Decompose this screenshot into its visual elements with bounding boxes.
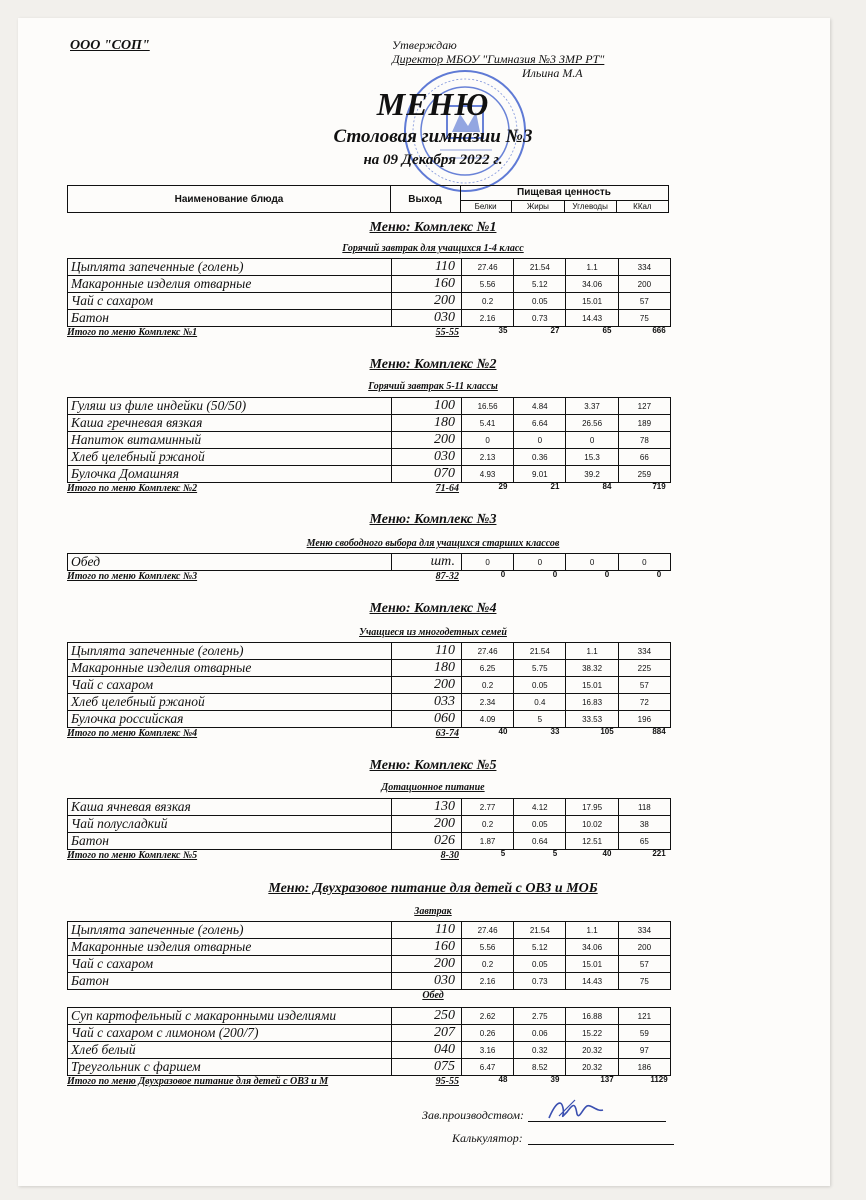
fat-value: 0.64 (514, 833, 566, 850)
total-output: 87-32 (435, 571, 459, 582)
dish-name: Каша ячневая вязкая (68, 799, 392, 816)
carbs-value: 20.32 (566, 1042, 618, 1059)
dish-name: Напиток витаминный (68, 432, 392, 449)
kcal-value: 75 (618, 310, 670, 327)
protein-value: 0.2 (461, 677, 513, 694)
dish-name: Гуляш из филе индейки (50/50) (68, 398, 392, 415)
carbs-value: 14.43 (566, 973, 618, 990)
kcal-value: 57 (618, 293, 670, 310)
fat-value: 8.52 (514, 1059, 566, 1076)
dish-output: 200 (391, 956, 461, 973)
dish-name: Цыплята запеченные (голень) (68, 259, 392, 276)
kcal-value: 121 (618, 1008, 670, 1025)
dish-name: Цыплята запеченные (голень) (68, 922, 392, 939)
fat-value: 21.54 (514, 259, 566, 276)
carbs-value: 10.02 (566, 816, 618, 833)
approval-line-3: Ильина М.А (522, 66, 583, 80)
kcal-value: 200 (618, 276, 670, 293)
dish-name: Батон (68, 833, 392, 850)
fat-value: 2.75 (514, 1008, 566, 1025)
page-subtitle: Столовая гимназии №3 (333, 126, 533, 147)
section-title-complex-5: Меню: Комплекс №5 (369, 758, 497, 773)
protein-value: 16.56 (461, 398, 513, 415)
carbs-value: 15.01 (566, 293, 618, 310)
dish-output: 030 (391, 973, 461, 990)
dish-name: Хлеб целебный ржаной (68, 449, 392, 466)
carbs-value: 15.22 (566, 1025, 618, 1042)
dish-output: 100 (391, 398, 461, 415)
protein-value: 5.41 (461, 415, 513, 432)
kcal-value: 97 (618, 1042, 670, 1059)
carbs-value: 38.32 (566, 660, 618, 677)
carbs-value: 34.06 (566, 939, 618, 956)
section-title-complex-2: Меню: Комплекс №2 (369, 357, 497, 372)
dish-output: 110 (391, 922, 461, 939)
carbs-value: 15.3 (566, 449, 618, 466)
protein-value: 0.2 (461, 956, 513, 973)
dish-output: 180 (391, 415, 461, 432)
dish-output: 200 (391, 432, 461, 449)
kcal-value: 186 (618, 1059, 670, 1076)
protein-value: 6.25 (461, 660, 513, 677)
kcal-value: 59 (618, 1025, 670, 1042)
total-output: 8-30 (440, 850, 459, 861)
section-title-complex-1: Меню: Комплекс №1 (369, 220, 497, 235)
total-carbs: 84 (602, 482, 612, 491)
kcal-value: 57 (618, 677, 670, 694)
section-sub-breakfast: Завтрак (414, 906, 452, 917)
fat-value: 0.73 (514, 310, 566, 327)
table-row (68, 643, 671, 660)
dish-name: Макаронные изделия отварные (68, 939, 392, 956)
protein-value: 2.62 (461, 1008, 513, 1025)
total-output: 55-55 (435, 327, 459, 338)
total-kcal: 666 (652, 326, 666, 335)
table-row (68, 259, 671, 276)
header-dish-name: Наименование блюда (68, 186, 391, 212)
total-label: Итого по меню Двухразовое питание для детей с ОВЗ и М (67, 1076, 329, 1087)
table-breakfast (67, 921, 671, 990)
carbs-value: 16.88 (566, 1008, 618, 1025)
protein-value: 5.56 (461, 939, 513, 956)
table-row (68, 1059, 671, 1076)
table-row (68, 677, 671, 694)
total-kcal: 719 (652, 482, 666, 491)
dish-output: 160 (391, 276, 461, 293)
table-row (68, 276, 671, 293)
dish-name: Батон (68, 973, 392, 990)
total-carbs: 40 (602, 849, 612, 858)
carbs-value: 1.1 (566, 643, 618, 660)
table-row (68, 833, 671, 850)
calculator-label: Калькулятор: (452, 1131, 523, 1145)
kcal-value: 334 (618, 643, 670, 660)
kcal-value: 225 (618, 660, 670, 677)
kcal-value: 334 (618, 922, 670, 939)
production-manager-label: Зав.производством: (422, 1108, 525, 1122)
protein-value: 2.77 (461, 799, 513, 816)
carbs-value: 1.1 (566, 259, 618, 276)
protein-value: 1.87 (461, 833, 513, 850)
section-sub-lunch: Обед (422, 990, 444, 1001)
dish-output: 110 (391, 259, 461, 276)
dish-name: Треугольник с фаршем (68, 1059, 392, 1076)
total-carbs: 0 (604, 570, 610, 579)
table-complex-3 (67, 553, 671, 571)
dish-output: 130 (391, 799, 461, 816)
total-kcal: 884 (652, 727, 666, 736)
fat-value: 0.36 (514, 449, 566, 466)
kcal-value: 75 (618, 973, 670, 990)
total-carbs: 137 (600, 1075, 614, 1084)
approval-line-1: Утверждаю (392, 38, 457, 52)
protein-value: 6.47 (461, 1059, 513, 1076)
total-protein: 35 (498, 326, 508, 335)
kcal-value: 118 (618, 799, 670, 816)
menu-date: на 09 Декабря 2022 г. (363, 152, 503, 168)
table-row (68, 293, 671, 310)
section-sub-complex-2: Горячий завтрак 5-11 классы (368, 381, 498, 392)
dish-output: 070 (391, 466, 461, 483)
dish-output: 200 (391, 816, 461, 833)
carbs-value: 15.01 (566, 677, 618, 694)
table-row (68, 415, 671, 432)
header-output: Выход (390, 186, 461, 212)
table-row (68, 449, 671, 466)
protein-value: 27.46 (461, 259, 513, 276)
organization-name: ООО "СОП" (70, 38, 150, 53)
header-carbs: Углеводы (565, 201, 617, 212)
total-protein: 40 (498, 727, 508, 736)
protein-value: 27.46 (461, 643, 513, 660)
table-row (68, 799, 671, 816)
fat-value: 6.64 (514, 415, 566, 432)
total-label: Итого по меню Комплекс №2 (67, 483, 198, 494)
carbs-value: 17.95 (566, 799, 618, 816)
kcal-value: 200 (618, 939, 670, 956)
protein-value: 0 (461, 554, 513, 571)
section-title-complex-3: Меню: Комплекс №3 (369, 512, 497, 527)
carbs-value: 12.51 (566, 833, 618, 850)
kcal-value: 65 (618, 833, 670, 850)
total-complex-4 (67, 728, 671, 741)
total-label: Итого по меню Комплекс №4 (67, 728, 198, 739)
kcal-value: 38 (618, 816, 670, 833)
header-nutrition-columns (460, 201, 668, 212)
table-row (68, 1008, 671, 1025)
fat-value: 0.05 (514, 293, 566, 310)
total-complex-1 (67, 327, 671, 340)
header-kcal: ККал (633, 202, 652, 211)
calculator-signature-line (528, 1143, 674, 1145)
fat-value: 21.54 (514, 643, 566, 660)
total-label: Итого по меню Комплекс №3 (67, 571, 198, 582)
carbs-value: 15.01 (566, 956, 618, 973)
protein-value: 0.26 (461, 1025, 513, 1042)
kcal-value: 0 (618, 554, 670, 571)
total-label: Итого по меню Комплекс №5 (67, 850, 198, 861)
carbs-value: 39.2 (566, 466, 618, 483)
table-row (68, 711, 671, 728)
section-sub-complex-1: Горячий завтрак для учащихся 1-4 класс (342, 243, 524, 254)
fat-value: 0.05 (514, 677, 566, 694)
dish-name: Хлеб целебный ржаной (68, 694, 392, 711)
dish-output: 026 (391, 833, 461, 850)
page-title: МЕНЮ (376, 86, 490, 122)
header-fat: Жиры (512, 201, 564, 212)
dish-name: Батон (68, 310, 392, 327)
total-fat: 33 (550, 727, 560, 736)
carbs-value: 3.37 (566, 398, 618, 415)
dish-name: Чай с сахаром (68, 956, 392, 973)
fat-value: 0.73 (514, 973, 566, 990)
section-sub-complex-5: Дотационное питание (381, 782, 485, 793)
dish-output: 030 (391, 310, 461, 327)
dish-output: 160 (391, 939, 461, 956)
total-fat: 5 (552, 849, 558, 858)
protein-value: 0 (461, 432, 513, 449)
fat-value: 5.12 (514, 939, 566, 956)
total-kcal: 0 (656, 570, 662, 579)
table-row (68, 1025, 671, 1042)
fat-value: 21.54 (514, 922, 566, 939)
total-output: 63-74 (435, 728, 459, 739)
dish-output: 030 (391, 449, 461, 466)
total-fat: 0 (552, 570, 558, 579)
protein-value: 2.16 (461, 973, 513, 990)
fat-value: 0.32 (514, 1042, 566, 1059)
fat-value: 0.4 (514, 694, 566, 711)
dish-name: Чай с сахаром (68, 293, 392, 310)
table-row (68, 939, 671, 956)
carbs-value: 1.1 (566, 922, 618, 939)
kcal-value: 66 (618, 449, 670, 466)
total-protein: 0 (500, 570, 506, 579)
dish-name: Каша гречневая вязкая (68, 415, 392, 432)
fat-value: 0.06 (514, 1025, 566, 1042)
protein-value: 4.93 (461, 466, 513, 483)
dish-output: 180 (391, 660, 461, 677)
section-title-complex-4: Меню: Комплекс №4 (369, 601, 497, 616)
carbs-value: 33.53 (566, 711, 618, 728)
kcal-value: 57 (618, 956, 670, 973)
total-label: Итого по меню Комплекс №1 (67, 327, 198, 338)
header-protein: Белки (460, 201, 512, 212)
total-complex-6 (67, 1076, 671, 1089)
carbs-value: 0 (566, 432, 618, 449)
fat-value: 5.75 (514, 660, 566, 677)
kcal-value: 189 (618, 415, 670, 432)
approval-line-2: Директор МБОУ "Гимназия №3 ЗМР РТ" (392, 52, 605, 66)
dish-name: Макаронные изделия отварные (68, 276, 392, 293)
section-sub-complex-3: Меню свободного выбора для учащихся старших классов (306, 538, 560, 549)
total-fat: 21 (550, 482, 560, 491)
handwritten-signature (545, 1094, 605, 1124)
total-protein: 48 (498, 1075, 508, 1084)
table-row (68, 816, 671, 833)
dish-name: Хлеб белый (68, 1042, 392, 1059)
fat-value: 9.01 (514, 466, 566, 483)
protein-value: 0.2 (461, 816, 513, 833)
header-nutrition: Пищевая ценность (460, 186, 668, 201)
dish-name: Булочка Домашняя (68, 466, 392, 483)
total-output: 95-55 (435, 1076, 459, 1087)
dish-output: 040 (391, 1042, 461, 1059)
section-title-complex-6: Меню: Двухразовое питание для детей с ОВЗ и МОБ (268, 881, 598, 896)
dish-name: Цыплята запеченные (голень) (68, 643, 392, 660)
total-protein: 5 (500, 849, 506, 858)
total-complex-2 (67, 483, 671, 496)
fat-value: 4.12 (514, 799, 566, 816)
total-complex-5 (67, 850, 671, 863)
table-complex-1 (67, 258, 671, 327)
carbs-value: 16.83 (566, 694, 618, 711)
dish-output: 033 (391, 694, 461, 711)
table-row (68, 466, 671, 483)
kcal-value: 196 (618, 711, 670, 728)
protein-value: 0.2 (461, 293, 513, 310)
dish-output: 200 (391, 677, 461, 694)
fat-value: 0.05 (514, 816, 566, 833)
total-carbs: 105 (600, 727, 614, 736)
protein-value: 2.34 (461, 694, 513, 711)
total-carbs: 65 (602, 326, 612, 335)
protein-value: 2.13 (461, 449, 513, 466)
total-complex-3 (67, 571, 671, 584)
dish-name: Чай с сахаром с лимоном (200/7) (68, 1025, 392, 1042)
protein-value: 27.46 (461, 922, 513, 939)
kcal-value: 78 (618, 432, 670, 449)
kcal-value: 334 (618, 259, 670, 276)
total-kcal: 1129 (650, 1075, 668, 1084)
protein-value: 2.16 (461, 310, 513, 327)
total-fat: 27 (550, 326, 560, 335)
table-row (68, 432, 671, 449)
section-sub-complex-4: Учащиеся из многодетных семей (359, 627, 507, 638)
carbs-value: 14.43 (566, 310, 618, 327)
table-complex-2 (67, 397, 671, 483)
dish-name: Обед (68, 554, 392, 571)
table-complex-4 (67, 642, 671, 728)
table-complex-5 (67, 798, 671, 850)
dish-output: 250 (391, 1008, 461, 1025)
carbs-value: 34.06 (566, 276, 618, 293)
total-protein: 29 (498, 482, 508, 491)
carbs-value: 26.56 (566, 415, 618, 432)
dish-output: 110 (391, 643, 461, 660)
fat-value: 0.05 (514, 956, 566, 973)
table-header (67, 185, 669, 213)
dish-output: 207 (391, 1025, 461, 1042)
fat-value: 5.12 (514, 276, 566, 293)
table-row (68, 398, 671, 415)
protein-value: 4.09 (461, 711, 513, 728)
carbs-value: 20.32 (566, 1059, 618, 1076)
fat-value: 4.84 (514, 398, 566, 415)
kcal-value: 72 (618, 694, 670, 711)
fat-value: 0 (514, 432, 566, 449)
protein-value: 5.56 (461, 276, 513, 293)
dish-output: шт. (391, 554, 461, 571)
dish-name: Макаронные изделия отварные (68, 660, 392, 677)
table-row (68, 973, 671, 990)
table-row (68, 310, 671, 327)
kcal-value: 127 (618, 398, 670, 415)
fat-value: 5 (514, 711, 566, 728)
table-lunch (67, 1007, 671, 1076)
dish-name: Чай полусладкий (68, 816, 392, 833)
protein-value: 3.16 (461, 1042, 513, 1059)
table-row (68, 694, 671, 711)
dish-name: Суп картофельный с макаронными изделиями (68, 1008, 392, 1025)
total-fat: 39 (550, 1075, 560, 1084)
table-row (68, 660, 671, 677)
table-row (68, 554, 671, 571)
dish-output: 200 (391, 293, 461, 310)
fat-value: 0 (514, 554, 566, 571)
dish-output: 075 (391, 1059, 461, 1076)
dish-name: Булочка российская (68, 711, 392, 728)
total-kcal: 221 (652, 849, 666, 858)
dish-output: 060 (391, 711, 461, 728)
dish-name: Чай с сахаром (68, 677, 392, 694)
total-output: 71-64 (435, 483, 459, 494)
carbs-value: 0 (566, 554, 618, 571)
table-row (68, 922, 671, 939)
table-row (68, 1042, 671, 1059)
kcal-value: 259 (618, 466, 670, 483)
table-row (68, 956, 671, 973)
